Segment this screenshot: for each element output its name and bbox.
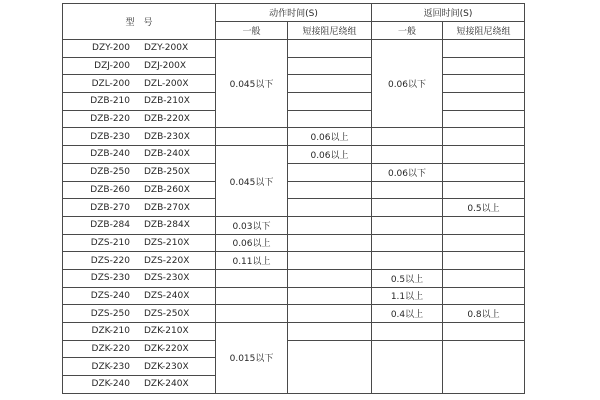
model-cell — [63, 323, 216, 341]
model-name-a: DZL-200 — [91, 78, 130, 89]
model-name-b: DZK-220X — [144, 344, 189, 355]
model-cell — [63, 57, 216, 75]
model-name-b: DZB-240X — [144, 149, 190, 160]
return-general-header: 一般 — [372, 22, 443, 40]
return-general-cell — [372, 216, 443, 234]
model-cell — [63, 110, 216, 128]
return-general-cell — [372, 234, 443, 252]
action-short-cell — [288, 252, 372, 270]
table-row — [63, 40, 525, 58]
action-general-cell: 0.11以上 — [216, 252, 288, 270]
model-name-b: DZB-284X — [144, 220, 190, 231]
return-general-cell — [372, 252, 443, 270]
action-short-cell — [288, 40, 372, 58]
table-row — [63, 57, 525, 75]
return-short-cell — [443, 323, 525, 341]
table-row — [63, 146, 525, 164]
model-name-b: DZB-250X — [144, 167, 190, 178]
table-row — [63, 252, 525, 270]
return-short-cell — [443, 181, 525, 199]
model-cell — [63, 181, 216, 199]
model-name-a: DZS-240 — [90, 290, 130, 301]
return-short-cell — [443, 57, 525, 75]
model-name-a: DZJ-200 — [94, 61, 130, 72]
action-short-cell — [288, 181, 372, 199]
model-name-b: DZS-210X — [144, 237, 190, 248]
return-short-cell — [443, 269, 525, 287]
action-short-cell: 0.06以上 — [288, 146, 372, 164]
model-cell — [63, 146, 216, 164]
model-cell — [63, 163, 216, 181]
return-short-cell: 0.8以上 — [443, 305, 525, 323]
model-name-a: DZB-260 — [90, 184, 130, 195]
return-short-cell — [443, 216, 525, 234]
return-time-header: 返回时间(S) — [372, 4, 525, 22]
action-general-cell: 0.06以上 — [216, 234, 288, 252]
table-row — [63, 110, 525, 128]
return-general-cell — [372, 128, 443, 146]
model-cell — [63, 234, 216, 252]
action-general-header: 一般 — [216, 22, 288, 40]
action-short-cell — [288, 323, 372, 341]
table-row — [63, 216, 525, 234]
model-name-a: DZK-220 — [91, 344, 130, 355]
model-cell — [63, 358, 216, 376]
return-short-cell — [443, 252, 525, 270]
model-name-a: DZB-210 — [90, 96, 130, 107]
model-name-b: DZB-260X — [144, 184, 190, 195]
return-short-cell — [443, 163, 525, 181]
action-short-cell — [288, 199, 372, 217]
return-short-cell — [443, 110, 525, 128]
model-cell — [63, 340, 216, 358]
table-row — [63, 340, 525, 358]
model-cell — [63, 376, 216, 394]
return-short-damping-header: 短接阻尼绕组 — [443, 22, 525, 40]
return-general-cell: 0.4以上 — [372, 305, 443, 323]
action-general-cell — [216, 305, 288, 323]
model-cell — [63, 128, 216, 146]
model-name-b: DZS-220X — [144, 255, 190, 266]
action-short-cell — [288, 216, 372, 234]
model-name-a: DZY-200 — [92, 43, 130, 54]
table-row — [63, 323, 525, 341]
return-general-cell — [372, 181, 443, 199]
model-name-a: DZB-250 — [90, 167, 130, 178]
model-cell — [63, 305, 216, 323]
header-row-groups — [63, 4, 525, 22]
model-name-b: DZS-240X — [144, 290, 190, 301]
model-name-b: DZL-200X — [144, 78, 189, 89]
return-short-cell — [443, 234, 525, 252]
action-short-cell — [288, 287, 372, 305]
return-short-cell — [443, 40, 525, 58]
return-short-cell — [443, 340, 525, 393]
model-header: 型 号 — [63, 4, 216, 40]
table-row — [63, 163, 525, 181]
return-short-cell — [443, 128, 525, 146]
action-short-cell — [288, 269, 372, 287]
action-general-cell: 0.03以下 — [216, 216, 288, 234]
table-row — [63, 128, 525, 146]
model-cell — [63, 269, 216, 287]
return-short-cell — [443, 93, 525, 111]
model-name-a: DZB-230 — [90, 131, 130, 142]
model-name-a: DZS-230 — [90, 273, 130, 284]
model-name-b: DZK-210X — [144, 326, 189, 337]
table-row — [63, 181, 525, 199]
model-name-b: DZS-230X — [144, 273, 190, 284]
table-row — [63, 287, 525, 305]
model-cell — [63, 75, 216, 93]
model-name-a: DZS-220 — [90, 255, 130, 266]
table-row — [63, 75, 525, 93]
action-short-cell — [288, 234, 372, 252]
model-name-b: DZK-230X — [144, 361, 189, 372]
model-name-b: DZS-250X — [144, 308, 190, 319]
action-short-cell — [288, 305, 372, 323]
action-time-header: 动作时间(S) — [216, 4, 372, 22]
action-short-cell — [288, 110, 372, 128]
model-name-a: DZB-240 — [90, 149, 130, 160]
model-name-a: DZK-230 — [91, 361, 130, 372]
return-general-cell: 1.1以上 — [372, 287, 443, 305]
action-general-cell: 0.045以下 — [216, 40, 288, 128]
action-short-cell — [288, 340, 372, 393]
action-short-cell — [288, 93, 372, 111]
action-short-damping-header: 短接阻尼绕组 — [288, 22, 372, 40]
action-general-cell: 0.045以下 — [216, 146, 288, 217]
model-name-a: DZB-284 — [90, 220, 130, 231]
model-name-a: DZK-240 — [91, 379, 130, 390]
table-row — [63, 199, 525, 217]
model-name-a: DZB-270 — [90, 202, 130, 213]
return-general-cell — [372, 146, 443, 164]
return-short-cell — [443, 146, 525, 164]
action-short-cell — [288, 57, 372, 75]
action-general-cell — [216, 269, 288, 287]
model-name-b: DZB-210X — [144, 96, 190, 107]
return-short-cell — [443, 287, 525, 305]
model-cell — [63, 216, 216, 234]
return-short-cell: 0.5以上 — [443, 199, 525, 217]
return-general-cell — [372, 340, 443, 393]
model-name-b: DZB-270X — [144, 202, 190, 213]
table-row — [63, 269, 525, 287]
model-cell — [63, 93, 216, 111]
model-cell — [63, 199, 216, 217]
table-row — [63, 234, 525, 252]
return-general-cell — [372, 199, 443, 217]
action-general-cell — [216, 287, 288, 305]
model-cell — [63, 40, 216, 58]
return-general-cell: 0.06以下 — [372, 40, 443, 128]
return-general-cell: 0.5以上 — [372, 269, 443, 287]
model-name-a: DZS-250 — [90, 308, 130, 319]
action-short-cell — [288, 163, 372, 181]
model-name-b: DZB-230X — [144, 131, 190, 142]
model-cell — [63, 252, 216, 270]
model-name-a: DZB-220 — [90, 114, 130, 125]
action-general-cell: 0.015以下 — [216, 323, 288, 394]
action-general-cell — [216, 128, 288, 146]
model-name-b: DZK-240X — [144, 379, 189, 390]
model-name-b: DZJ-200X — [144, 61, 187, 72]
return-short-cell — [443, 75, 525, 93]
action-short-cell — [288, 75, 372, 93]
model-cell — [63, 287, 216, 305]
return-general-cell — [372, 323, 443, 341]
model-name-b: DZY-200X — [144, 43, 189, 54]
relay-timing-table — [62, 3, 525, 394]
table-row — [63, 305, 525, 323]
table-row — [63, 93, 525, 111]
return-general-cell: 0.06以下 — [372, 163, 443, 181]
model-name-a: DZK-210 — [91, 326, 130, 337]
model-name-a: DZS-210 — [90, 237, 130, 248]
action-short-cell: 0.06以上 — [288, 128, 372, 146]
model-name-b: DZB-220X — [144, 114, 190, 125]
